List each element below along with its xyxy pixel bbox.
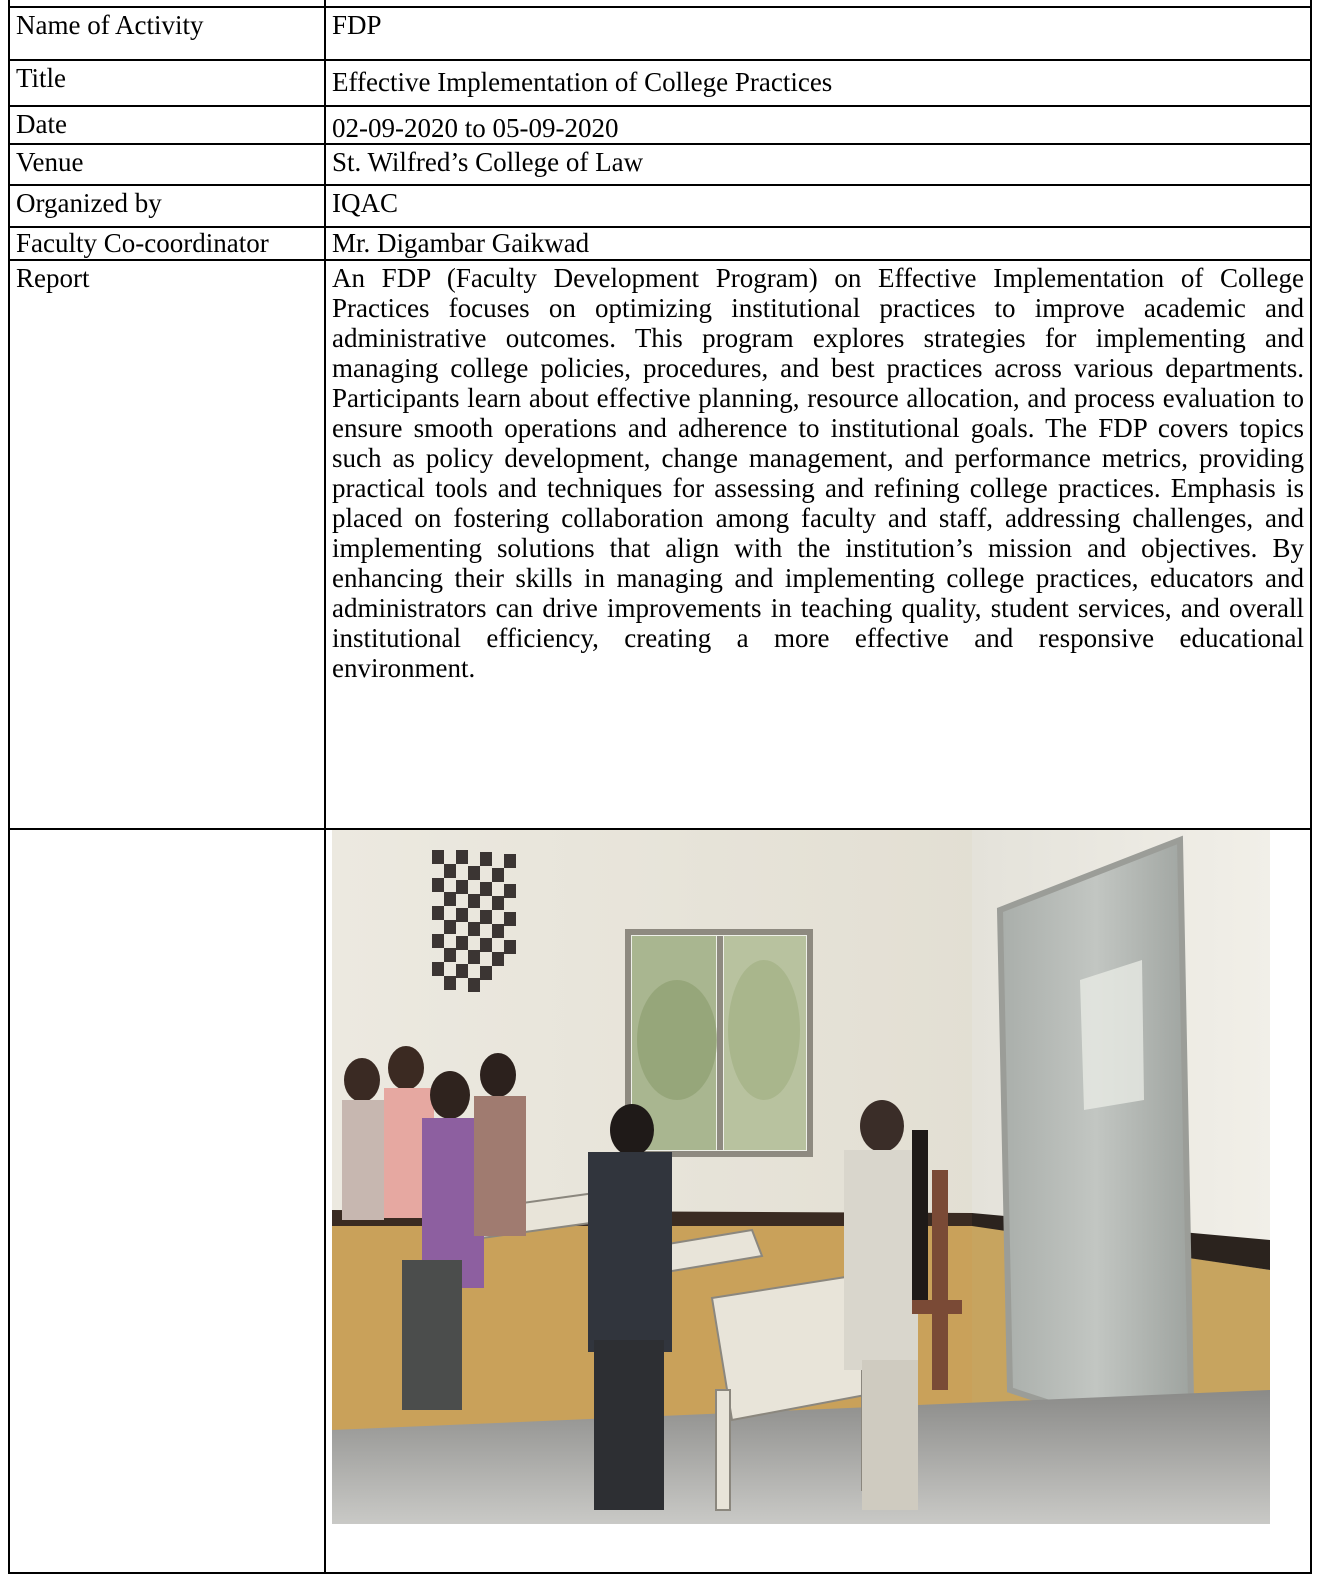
photo-cell [325,829,1311,1573]
empty-label-cell [9,829,325,1573]
table-row-report [9,260,1311,829]
table-row [9,7,1311,60]
classroom-photo-illustration [332,830,1270,1524]
row-label: Date [9,106,325,144]
row-value: St. Wilfred’s College of Law [325,144,1311,185]
classroom-photo [332,830,1270,1524]
report-text: An FDP (Faculty Development Program) on Effective Implementation of College Practices focuses on optimizing institutional practices to improve academic and administrative outcomes. This program explores strategies for implementing and managing college policies, procedures, and best practices across various departments. Participants learn about effective planning, resource allocation, and process evaluation to ensure smooth operations and adherence to institutional goals. The FDP covers topics such as policy development, change management, and performance metrics, providing practical tools and techniques for assessing and refining college practices. Emphasis is placed on fostering collaboration among faculty and staff, addressing challenges, and implementing solutions that align with the institution’s mission and objectives. By enhancing their skills in managing and implementing college practices, educators and administrators can drive improvements in teaching quality, student services, and overall institutional efficiency, creating a more effective and responsive educational environment. [325,260,1311,829]
window [628,932,810,1154]
table-row [9,106,1311,144]
table-row [9,144,1311,185]
table-row [9,227,1311,260]
row-label: Report [9,260,325,829]
whiteboard [1000,840,1192,1450]
row-label: Venue [9,144,325,185]
table-row-photo [9,829,1311,1573]
row-value: 02-09-2020 to 05-09-2020 [325,106,1311,144]
row-label: Name of Activity [9,7,325,60]
table-row [9,60,1311,106]
activity-report-table [8,0,1312,1574]
row-value: Mr. Digambar Gaikwad [325,227,1311,260]
row-label: Title [9,60,325,106]
row-value: IQAC [325,185,1311,227]
row-value: Effective Implementation of College Practices [325,60,1311,106]
row-value: FDP [325,7,1311,60]
row-label: Organized by [9,185,325,227]
table-top-edge [9,0,1311,7]
table-row [9,185,1311,227]
row-label: Faculty Co-coordinator [9,227,325,260]
